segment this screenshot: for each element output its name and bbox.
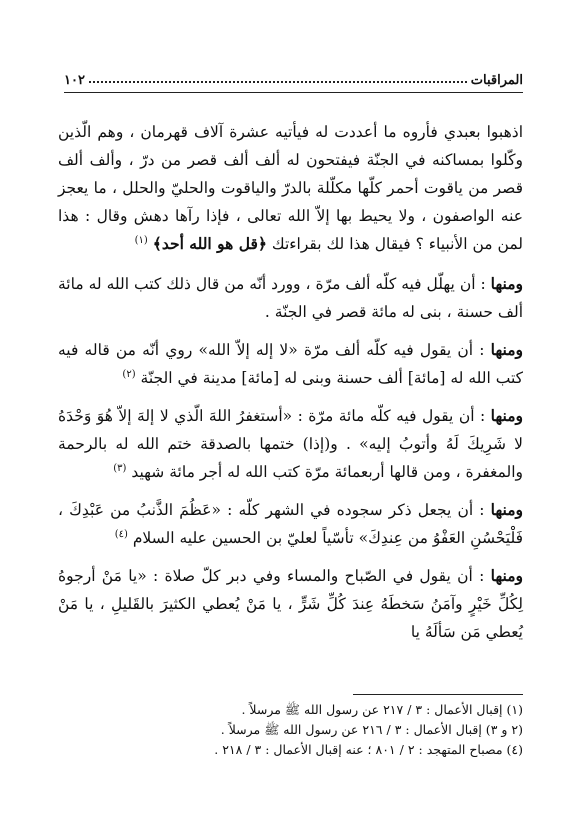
paragraph-text: : أن يقول فيه كلّه ألف مرّة «لا إله إلاّ الله» روي أنّه من قاله فيه كتب الله له [مائة] ألف حسنة وبنى له [مائة] مدينة في الجنّة — [58, 341, 523, 387]
footnote-marker: (٤) — [114, 528, 128, 540]
main-text — [58, 118, 523, 656]
footnote: (١) إقبال الأعمال : ٣ / ٢١٧ عن رسول الله ﷺ مرسلاً . — [241, 702, 523, 717]
footnotes — [58, 700, 523, 760]
paragraph — [58, 402, 523, 486]
paragraph-lead: ومنها — [490, 566, 523, 585]
paragraph-lead: ومنها — [490, 340, 523, 359]
paragraph-text: اذهبوا بعبدي فأروه ما أعددت له فيأتيه عشرة آلاف قهرمان ، وهم الّذين وكّلوا بمساكنه في الجنّة فيفتحون له ألف ألف قصر من درّ ، وألف ألف قصر من ياقوت أحمر كلّها مكلّلة بالدرّ والياقوت والحليّ والحلل ، ما يعجز عنه الواصفون ، ولا يحيط بها إلاّ الله تعالى ، فإذا رآها دهش وقال : هذا لمن من الأنبياء ؟ فيقال هذا لك بقراءتك — [58, 123, 523, 253]
running-header — [64, 64, 523, 88]
paragraph-lead: ومنها — [490, 406, 523, 425]
paragraph — [58, 562, 523, 646]
paragraph-text: : أن يجعل ذكر سجوده في الشهر كلّه : «عَظُمَ الذَّنبُ من عَبْدِكَ ، فَلْيَحْسُنِ العَفْوُ من عِندِكَ» تأسّياً لعليّ بن الحسين عليه السلام — [58, 501, 523, 547]
page-number: ١٠٢ — [64, 73, 85, 88]
paragraph — [58, 270, 523, 326]
footnote-marker: (٢) — [122, 368, 136, 380]
footnote-marker: (١) — [134, 234, 148, 246]
header-rule — [64, 92, 523, 93]
paragraph — [58, 496, 523, 552]
paragraph — [58, 336, 523, 392]
header-dot-leader — [89, 81, 467, 83]
paragraph-text: : أن يهلّل فيه كلّه ألف مرّة ، وورد أنّه من قال ذلك كتب الله له مائة ألف حسنة ، بنى له مائة قصر في الجنّة . — [58, 275, 523, 321]
running-title: المراقبات — [470, 73, 523, 88]
paragraph-lead: ومنها — [490, 274, 523, 293]
footnote-separator — [353, 694, 523, 695]
paragraph-lead: ومنها — [490, 500, 523, 519]
quran-quote: ﴿قل هو الله أحد﴾ — [152, 234, 267, 253]
footnote: (٢ و ٣) إقبال الأعمال : ٣ / ٢١٦ عن رسول الله ﷺ مرسلاً . — [220, 722, 523, 737]
paragraph-text: : أن يقول في الصّباح والمساء وفي دبر كلّ صلاة : «يا مَنْ أرجوهُ لِكُلِّ خَيْرٍ وآمَنُ سَخطَهُ عِندَ كُلِّ شَرٍّ ، يا مَنْ يُعطي الكثيرَ بالقَليلِ ، يا مَنْ يُعطي مَن سَألَهُ يا — [58, 567, 523, 641]
paragraph — [58, 118, 523, 258]
footnote-marker: (٣) — [113, 462, 127, 474]
paragraph-text: : أن يقول فيه كلّه مائة مرّة : «أستغفرُ اللهَ الّذي لا إلهَ إلاّ هُوَ وَحْدَهُ لا شَرِيكَ لَهُ وأتوبُ إليه» . و(إذا) ختمها بالصدقة ختم الله له بالرحمة والمغفرة ، ومن قالها أربعمائة مرّة كتب الله له أجر مائة شهيد — [58, 407, 523, 481]
footnote: (٤) مصباح المتهجد : ٢ / ٨٠١ ؛ عنه إقبال الأعمال : ٣ / ٢١٨ . — [214, 742, 523, 757]
